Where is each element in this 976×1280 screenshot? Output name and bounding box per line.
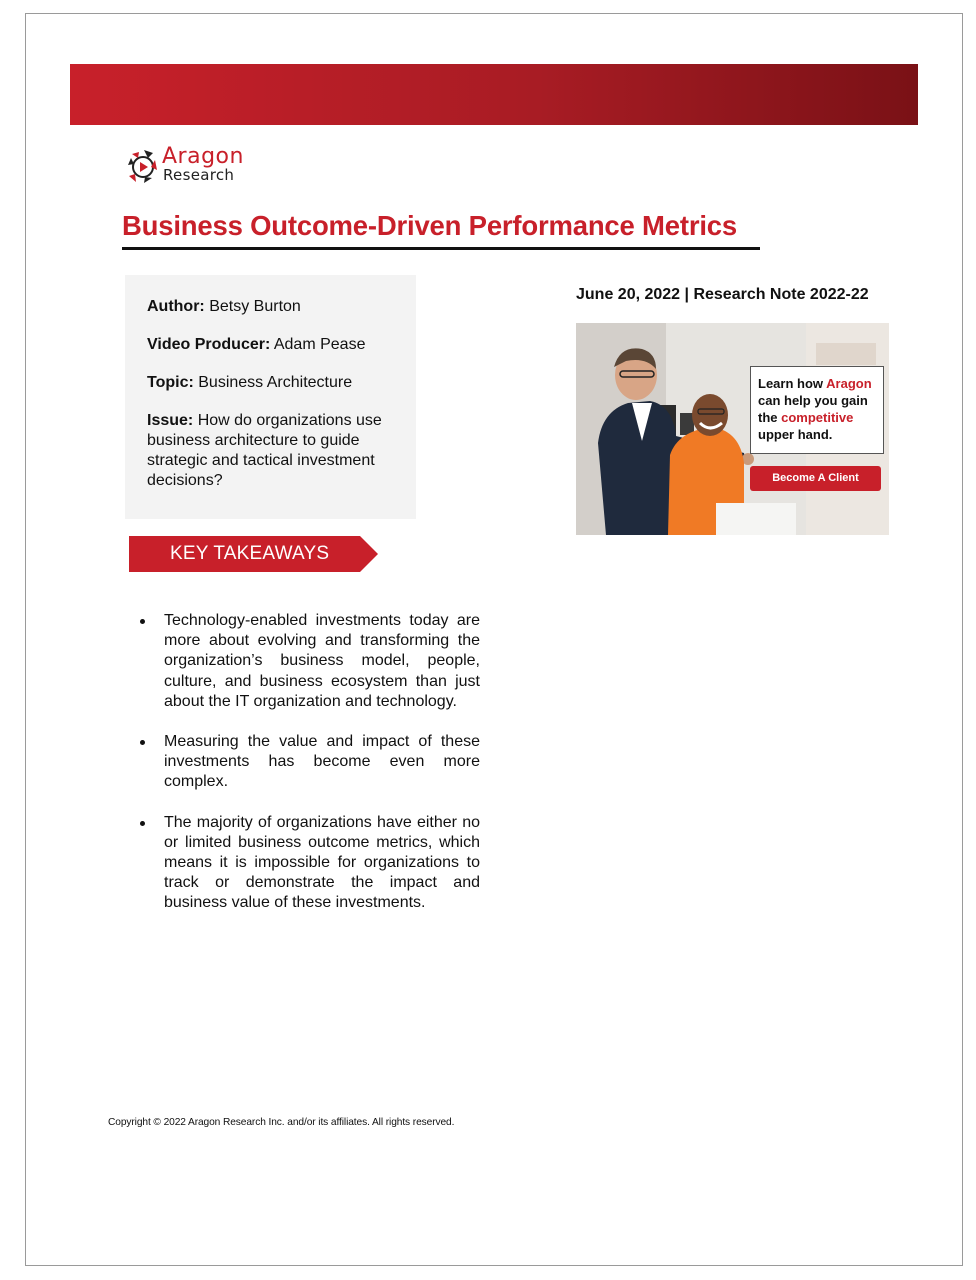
title-underline — [122, 247, 760, 250]
ad-line-3-text: the — [758, 410, 782, 425]
ad-brand-highlight: Aragon — [826, 376, 872, 391]
list-item: Technology-enabled investments today are more about evolving and transforming the organization’s business model, people, culture, and business ecosystem than just about the IT organization and technology. — [138, 611, 480, 712]
ad-line-1-text: Learn how — [758, 376, 827, 391]
topic-line — [147, 373, 396, 393]
list-item: The majority of organizations have either no or limited business outcome metrics, which means it is impossible for organizations to track or demonstrate the impact and business value of these investments. — [138, 813, 480, 914]
producer-line — [147, 335, 396, 355]
author-value: Betsy Burton — [204, 298, 301, 315]
become-client-ad[interactable] — [576, 323, 889, 535]
ad-line-3 — [758, 409, 876, 426]
aragon-logo-icon — [126, 148, 160, 186]
date-research-note: June 20, 2022 | Research Note 2022-22 — [576, 286, 869, 303]
ad-message-card — [750, 366, 884, 454]
author-label: Author: — [147, 298, 205, 315]
key-takeaways-heading — [129, 536, 378, 572]
producer-value: Adam Pease — [270, 336, 366, 353]
logo-subtitle: Research — [163, 166, 235, 184]
list-item: Measuring the value and impact of these investments has become even more complex. — [138, 732, 480, 793]
key-takeaways-label: KEY TAKEAWAYS — [170, 543, 330, 564]
ad-line-1 — [758, 375, 876, 392]
issue-line — [147, 411, 396, 491]
ad-line-4: upper hand. — [758, 427, 833, 442]
topic-value: Business Architecture — [193, 374, 353, 391]
document-title: Business Outcome-Driven Performance Metrics — [122, 210, 737, 241]
takeaways-list — [138, 611, 480, 934]
become-a-client-button[interactable]: Become A Client — [750, 466, 881, 491]
header-band — [70, 64, 918, 125]
logo-wordmark: Aragon — [162, 144, 244, 169]
issue-label: Issue: — [147, 412, 194, 429]
info-box — [125, 275, 416, 519]
topic-label: Topic: — [147, 374, 194, 391]
aragon-logo — [126, 146, 266, 188]
author-line — [147, 297, 396, 317]
ad-line-2: can help you gain — [758, 393, 868, 408]
copyright-notice: Copyright © 2022 Aragon Research Inc. and/or its affiliates. All rights reserved. — [108, 1117, 455, 1128]
ad-competitive-highlight: competitive — [781, 410, 854, 425]
producer-label: Video Producer: — [147, 336, 271, 353]
issue-value: How do organizations use business architecture to guide strategic and tactical investment decisions? — [147, 412, 382, 489]
